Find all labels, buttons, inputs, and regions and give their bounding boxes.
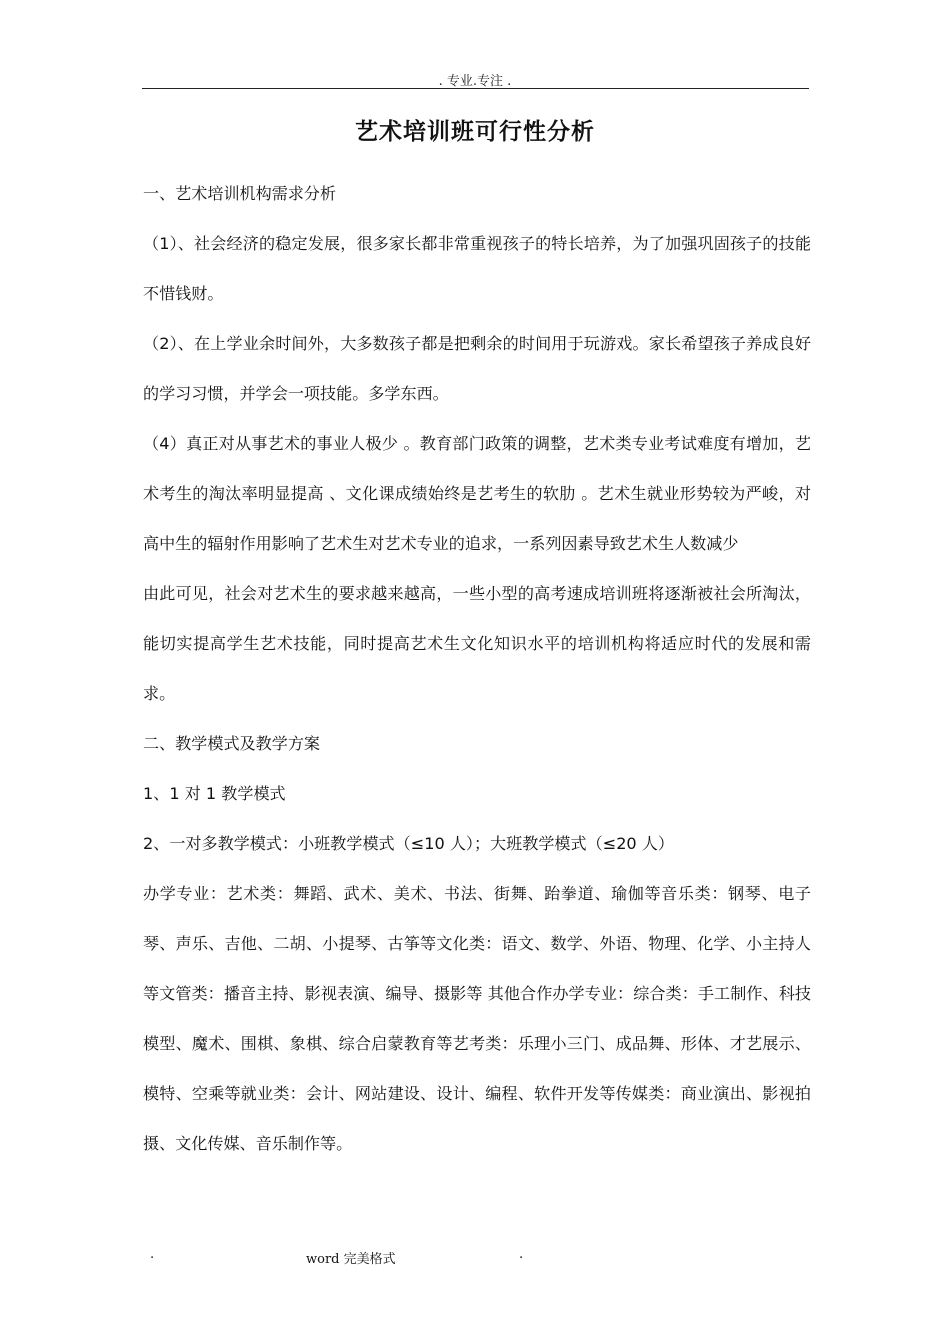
- page-footer: word 完美格式: [306, 1252, 396, 1267]
- footer-right-dot: .: [519, 1247, 524, 1262]
- paragraph-conclusion: 由此可见，社会对艺术生的要求越来越高，一些小型的高考速成培训班将逐渐被社会所淘汰，能切实提高学生艺术技能，同时提高艺术生文化知识水平的培训机构将适应时代的发展和需求。: [143, 584, 811, 703]
- paragraph-item-4: （4）真正对从事艺术的事业人极少 。教育部门政策的调整，艺术类专业考试难度有增加，艺术考生的淘汰率明显提高 、文化课成绩始终是艺考生的软肋 。艺术生就业形势较为严峻，对高中生的辐射作用影响了艺术生对艺术专业的追求，一系列因素导致艺术生人数减少: [143, 434, 811, 553]
- paragraph-mode-2: 2、一对多教学模式：小班教学模式（≤10 人）；大班教学模式（≤20 人）: [143, 834, 674, 853]
- paragraph-item-2: （2）、在上学业余时间外，大多数孩子都是把剩余的时间用于玩游戏。家长希望孩子养成良好的学习习惯，并学会一项技能。多学东西。: [143, 334, 811, 403]
- section-heading-demand: 一、艺术培训机构需求分析: [143, 184, 337, 203]
- footer-left-dot: .: [150, 1247, 155, 1262]
- paragraph-programs: 办学专业：艺术类：舞蹈、武术、美术、书法、街舞、跆拳道、瑜伽等音乐类：钢琴、电子琴、声乐、吉他、二胡、小提琴、古筝等文化类：语文、数学、外语、物理、化学、小主持人等文管类：播音主持、影视表演、编导、摄影等 其他合作办学专业：综合类：手工制作、科技模型、魔术、围棋、象棋、综合启蒙教育等艺考类：乐理小三门、成品舞、形体、才艺展示、模特、空乘等就业类：会计、网站建设、设计、编程、软件开发等传媒类：商业演出、影视拍摄、文化传媒、音乐制作等。: [143, 884, 811, 1153]
- paragraph-item-1: （1）、社会经济的稳定发展，很多家长都非常重视孩子的特长培养，为了加强巩固孩子的技能不惜钱财。: [143, 234, 811, 303]
- document-title: 艺术培训班可行性分析: [355, 119, 595, 145]
- document-body: [143, 169, 811, 1169]
- section-heading-teaching: 二、教学模式及教学方案: [143, 734, 321, 753]
- paragraph-mode-1: 1、1 对 1 教学模式: [143, 784, 286, 803]
- header-divider: [142, 88, 809, 89]
- page-header: . 专业.专注 .: [438, 74, 512, 89]
